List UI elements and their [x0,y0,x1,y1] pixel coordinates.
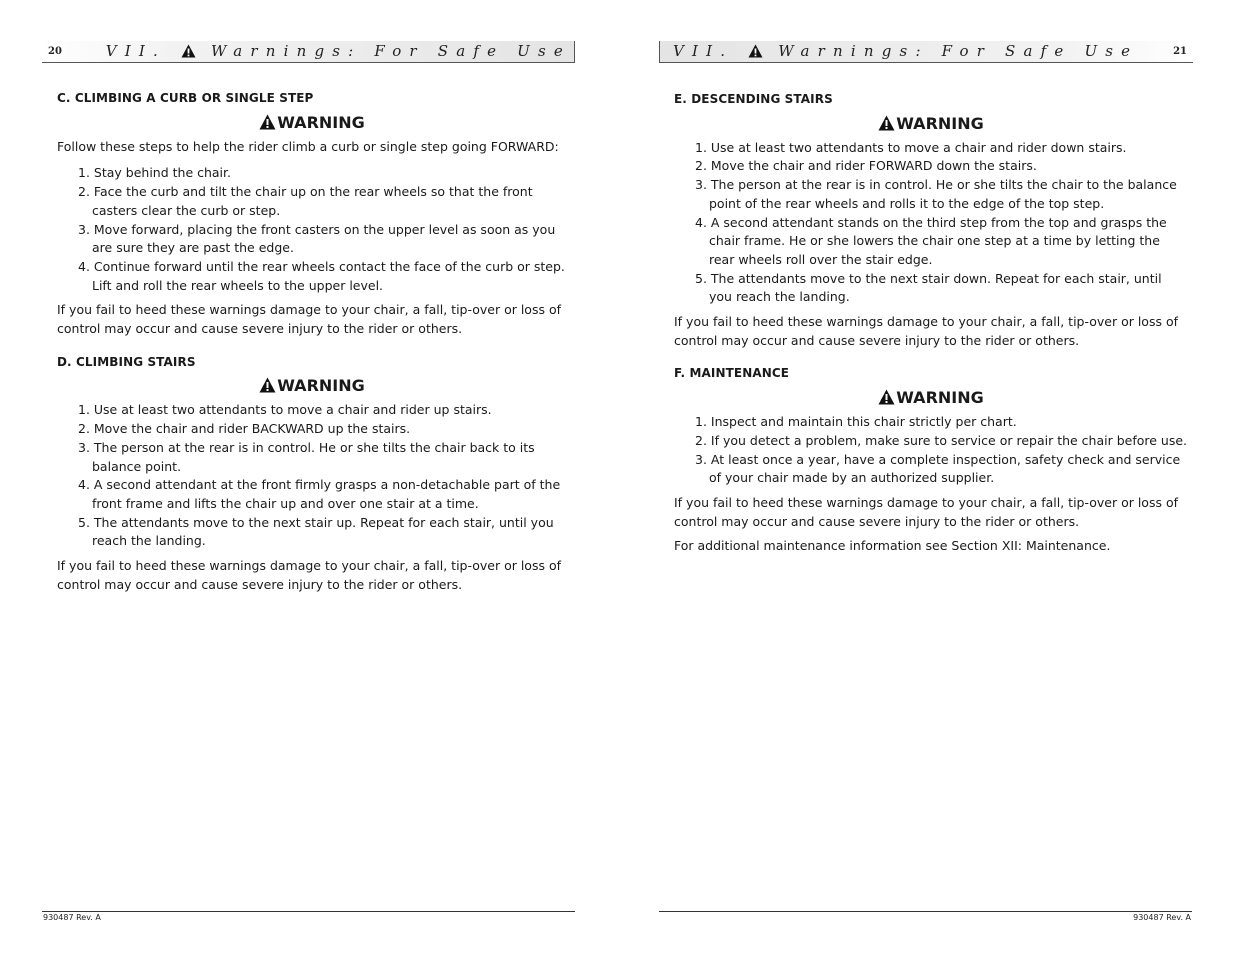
step-list [57,401,567,551]
maintenance-note: For additional maintenance information see Section XII: Maintenance. [674,538,1111,554]
list-item: 1. Stay behind the chair. [78,165,231,181]
intro-text: Follow these steps to help the rider climb a curb or single step going FORWARD: [57,138,559,154]
list-item: 3. At least once a year, have a complete inspection, safety check and service of your chair made by an authorized supplier. [695,451,1181,486]
header-section-number: VII. [673,42,734,60]
page-number: 20 [48,46,62,57]
section-title: F. MAINTENANCE [674,366,790,381]
page-header [42,41,575,63]
step-list [674,413,1188,488]
warning-label [674,114,1188,134]
warning-triangle-icon [878,389,895,405]
warning-text: WARNING [896,113,984,133]
warning-triangle-icon [748,44,763,62]
section-title: E. DESCENDING STAIRS [674,92,833,106]
page-header [659,41,1193,63]
list-item: 1. Use at least two attendants to move a chair and rider up stairs. [78,402,492,418]
section-c [57,89,567,339]
list-item: 2. If you detect a problem, make sure to service or repair the chair before use. [695,432,1188,448]
caution-text: If you fail to heed these warnings damage to your chair, a fall, tip-over or loss of control may occur and cause severe injury to the rider or others. [57,558,562,592]
footer-rule [659,911,1192,912]
warning-text: WARNING [896,388,984,408]
header-title [673,42,1138,62]
caution-text: If you fail to heed these warnings damage to your chair, a fall, tip-over or loss of control may occur and cause severe injury to the rider or others. [674,494,1179,529]
section-title: D. CLIMBING STAIRS [57,354,196,369]
section-e [674,90,1188,350]
header-section-title: Warnings: For Safe Use [778,42,1139,60]
warning-triangle-icon [181,44,196,62]
warning-text: WARNING [277,112,365,132]
warning-triangle-icon [259,114,276,130]
warning-label [57,113,567,133]
header-title [106,42,571,62]
warning-text: WARNING [277,376,365,396]
warning-triangle-icon [878,115,895,131]
left-page [0,0,617,954]
list-item: 1. Use at least two attendants to move a chair and rider down stairs. [695,139,1127,155]
list-item: 2. Move the chair and rider BACKWARD up the stairs. [78,421,411,437]
list-item: 5. The attendants move to the next stair up. Repeat for each stair, until you reach the landing. [78,514,554,549]
list-item: 2. Move the chair and rider FORWARD down the stairs. [695,158,1037,174]
footer-rule [42,911,575,912]
list-item: 1. Inspect and maintain this chair strictly per chart. [695,414,1017,430]
left-content [57,89,567,594]
right-content [674,90,1188,556]
warning-label [674,388,1188,408]
list-item: 4. A second attendant at the front firmly grasps a non-detachable part of the front frame and lifts the chair up and over one stair at a time. [78,477,561,511]
warning-label [57,376,567,396]
right-page [617,0,1235,954]
list-item: 4. Continue forward until the rear wheels contact the face of the curb or step. Lift and roll the rear wheels to the upper level. [78,258,565,293]
footer-doc-number: 930487 Rev. A [43,913,101,922]
page-number: 21 [1173,46,1187,57]
step-list [57,164,567,295]
caution-text: If you fail to heed these warnings damage to your chair, a fall, tip-over or loss of control may occur and cause severe injury to the rider or others. [674,314,1179,348]
section-title: C. CLIMBING A CURB OR SINGLE STEP [57,91,314,105]
section-f [674,364,1188,556]
header-section-number: VII. [105,42,166,60]
section-d [57,353,567,595]
list-item: 3. Move forward, placing the front casters on the upper level as soon as you are sure they are past the edge. [78,221,556,256]
list-item: 2. Face the curb and tilt the chair up on the rear wheels so that the front casters clear the curb or step. [78,184,533,218]
footer-doc-number: 930487 Rev. A [1133,913,1191,922]
list-item: 5. The attendants move to the next stair down. Repeat for each stair, until you reach the landing. [695,270,1162,305]
list-item: 3. The person at the rear is in control. He or she tilts the chair to the balance point of the rear wheels and rolls it to the edge of the top step. [695,177,1177,211]
list-item: 3. The person at the rear is in control. He or she tilts the chair back to its balance point. [78,439,535,474]
list-item: 4. A second attendant stands on the third step from the top and grasps the chair frame. He or she lowers the chair one step at a time by letting the rear wheels roll over the stair edge. [695,214,1167,267]
caution-text: If you fail to heed these warnings damage to your chair, a fall, tip-over or loss of control may occur and cause severe injury to the rider or others. [57,302,562,337]
warning-triangle-icon [259,377,276,393]
step-list [674,139,1188,307]
header-section-title: Warnings: For Safe Use [210,42,571,60]
